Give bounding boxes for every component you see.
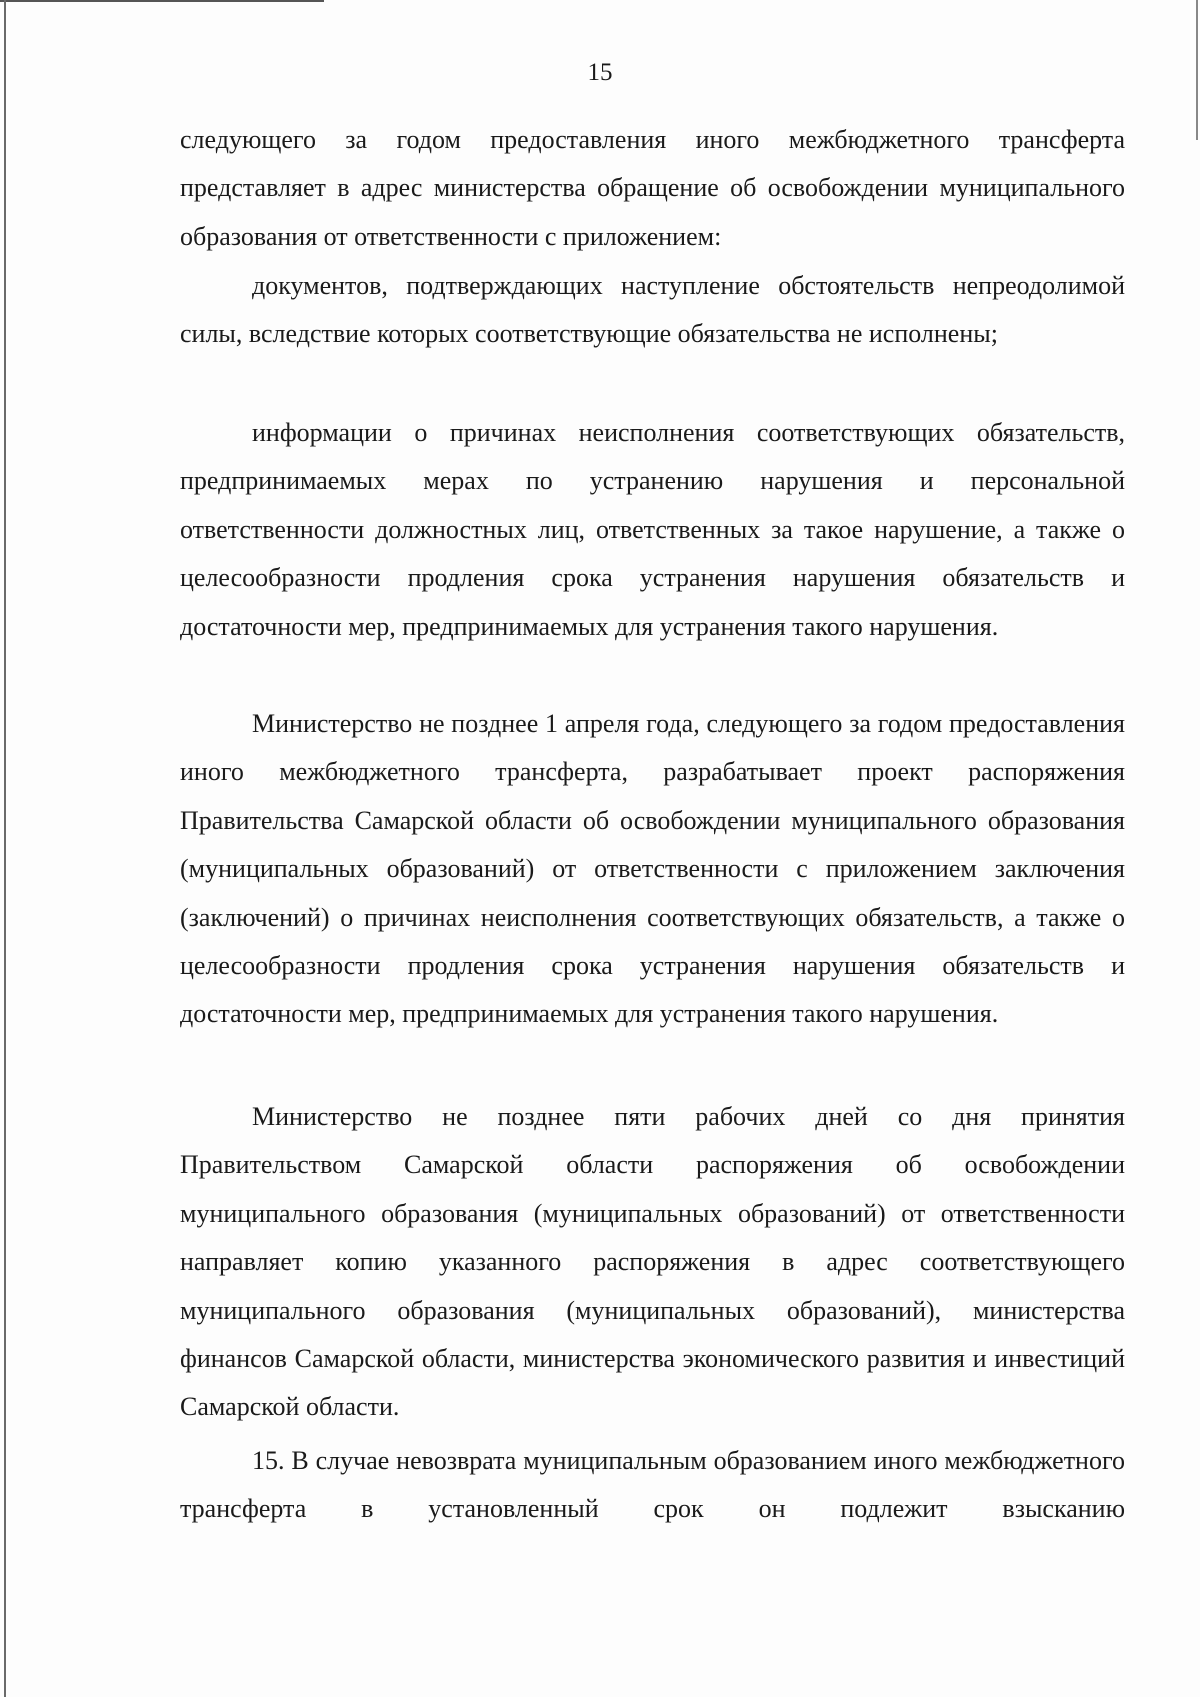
paragraph-3: информации о причинах неисполнения соответствующих обязательств, предпринимаемых мерах по устранению нарушения и персональной ответственности должностных лиц, ответственных за такое нарушение, а также о целесообразности продления срока устранения нарушения обязательств и достаточности мер, предпринимаемых для устранения такого нарушения. (180, 418, 1125, 641)
paragraph-clause-15 (180, 1437, 1125, 1534)
scan-edge-left-line (4, 0, 6, 1697)
paragraph-4: Министерство не позднее 1 апреля года, следующего за годом предоставления иного межбюджетного трансферта, разрабатывает проект распоряжения Правительства Самарской области об освобождении муниципального образования (муниципальных образований) от ответственности с приложением заключения (заключений) о причинах неисполнения соответствующих обязательств, а также о целесообразности продления срока устранения нарушения обязательств и достаточности мер, предпринимаемых для устранения такого нарушения. (180, 709, 1125, 1029)
paragraph-5: Министерство не позднее пяти рабочих дней со дня принятия Правительством Самарской области распоряжения об освобождении муниципального образования (муниципальных образований) от ответственности направляет копию указанного распоряжения в адрес соответствующего муниципального образования (муниципальных образований), министерства финансов Самарской области, министерства экономического развития и инвестиций Самарской области. (180, 1102, 1125, 1422)
paragraph-continuation (180, 116, 1125, 261)
page-number: 15 (587, 59, 613, 86)
paragraph-information (180, 409, 1125, 651)
paragraph-ministry-deadline (180, 700, 1125, 1039)
paragraph-documents (180, 262, 1125, 359)
paragraph-ministry-copy (180, 1093, 1125, 1432)
paragraph-6: 15. В случае невозврата муниципальным образованием иного межбюджетного трансферта в установленный срок он подлежит взысканию (180, 1446, 1125, 1524)
paragraph-2: документов, подтверждающих наступление обстоятельств непреодолимой силы, вследствие которых соответствующие обязательства не исполнены; (180, 271, 1125, 349)
scan-edge-top-line (0, 0, 324, 2)
paragraph-1: следующего за годом предоставления иного межбюджетного трансферта представляет в адрес министерства обращение об освобождении муниципального образования от ответственности с приложением: (180, 125, 1125, 251)
